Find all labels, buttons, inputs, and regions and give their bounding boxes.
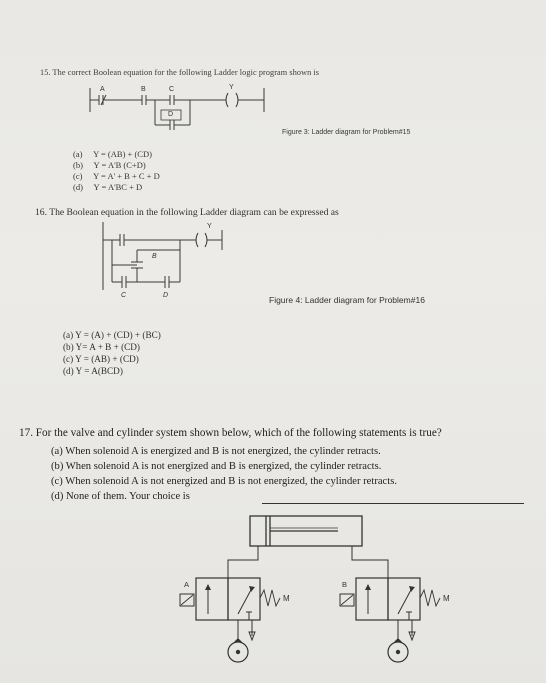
q17-option-d[interactable]: (d) None of them. Your choice is <box>51 491 190 502</box>
question-15-text: 15. The correct Boolean equation for the following Ladder logic program shown is <box>40 68 320 77</box>
q16-option-b[interactable]: (b) Y= A + B + (CD) <box>63 342 140 352</box>
contact-label-a: A <box>100 86 105 93</box>
contact-label-c-16: C <box>121 292 127 299</box>
coil-label-y-16: Y <box>207 223 212 230</box>
q15-option-b[interactable]: (b) Y = A'B (C+D) <box>73 160 146 170</box>
spring-label-a: M <box>283 594 290 603</box>
figure-4-caption: Figure 4: Ladder diagram for Problem#16 <box>269 295 425 305</box>
solenoid-label-a: A <box>184 580 190 589</box>
q15-option-d[interactable]: (d) Y = A'BC + D <box>73 182 143 192</box>
contact-label-b-16: B <box>152 253 157 260</box>
solenoid-label-b: B <box>342 580 348 589</box>
q17-option-b[interactable]: (b) When solenoid A is not energized and B is energized, the cylinder retracts. <box>51 461 382 472</box>
q15-option-c[interactable]: (c) Y = A' + B + C + D <box>73 171 160 181</box>
spring-label-b: M <box>443 594 450 603</box>
q17-option-a[interactable]: (a) When solenoid A is energized and B is not energized, the cylinder retracts. <box>51 446 381 457</box>
coil-label-y: Y <box>229 84 234 91</box>
question-16-text: 16. The Boolean equation in the following Ladder diagram can be expressed as <box>35 207 339 218</box>
q17-option-c[interactable]: (c) When solenoid A is not energized and B is not energized, the cylinder retracts. <box>51 476 397 487</box>
contact-label-d: D <box>168 111 174 118</box>
q16-option-d[interactable]: (d) Y = A(BCD) <box>63 366 123 376</box>
contact-label-c: C <box>169 86 175 93</box>
question-17-text: 17. For the valve and cylinder system shown below, which of the following statements is true? <box>19 427 442 439</box>
q15-option-a[interactable]: (a) Y = (AB) + (CD) <box>73 149 152 159</box>
q16-option-c[interactable]: (c) Y = (AB) + (CD) <box>63 354 139 364</box>
contact-label-b: B <box>141 86 146 93</box>
q16-option-a[interactable]: (a) Y = (A) + (CD) + (BC) <box>63 330 161 340</box>
figure-3-caption: Figure 3: Ladder diagram for Problem#15 <box>282 129 411 136</box>
contact-label-d-16: D <box>163 292 169 299</box>
